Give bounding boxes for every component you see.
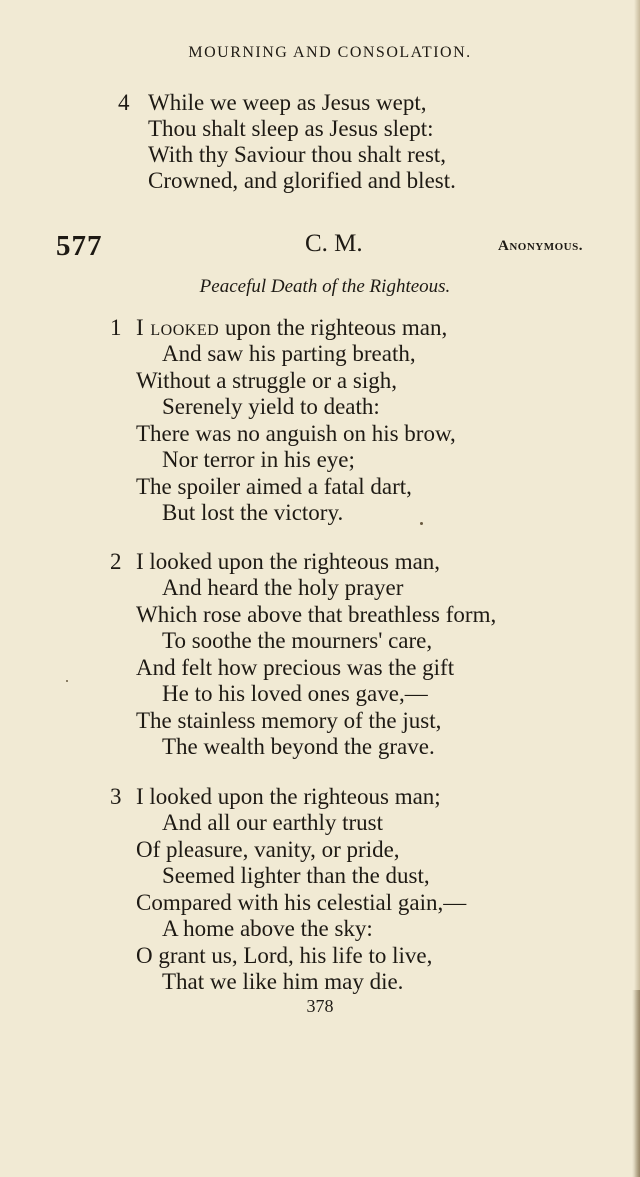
paper-speck xyxy=(420,522,423,525)
verse-line: O grant us, Lord, his life to live, xyxy=(136,943,433,968)
verse-line: While we weep as Jesus wept, xyxy=(148,90,427,115)
verse-line: Without a struggle or a sigh, xyxy=(136,368,397,393)
verse-line: Seemed lighter than the dust, xyxy=(162,863,430,888)
paper-speck xyxy=(66,680,68,682)
hymn-number: 577 xyxy=(56,230,103,262)
running-head: MOURNING AND CONSOLATION. xyxy=(188,44,472,61)
verse-line: He to his loved ones gave,— xyxy=(162,681,428,706)
verse-line: The wealth beyond the grave. xyxy=(162,734,435,759)
verse-line: Serenely yield to death: xyxy=(162,394,380,419)
stanza-number: 4 xyxy=(118,90,130,115)
page-number: 378 xyxy=(306,996,334,1016)
verse-line: And all our earthly trust xyxy=(162,810,384,835)
verse-line: There was no anguish on his brow, xyxy=(136,421,456,446)
hymn-title: Peaceful Death of the Righteous. xyxy=(199,276,451,297)
verse-line: Crowned, and glorified and blest. xyxy=(148,168,456,193)
verse-line: Nor terror in his eye; xyxy=(162,447,355,472)
stanza-number: 2 xyxy=(110,549,122,574)
verse-line: I looked upon the righteous man; xyxy=(136,784,441,809)
verse-line: The stainless memory of the just, xyxy=(136,708,442,733)
verse-line: And saw his parting breath, xyxy=(162,341,416,366)
verse-line: The spoiler aimed a fatal dart, xyxy=(136,474,412,499)
verse-line: That we like him may die. xyxy=(162,969,404,994)
verse-line: Which rose above that breathless form, xyxy=(136,602,497,627)
verse-line: A home above the sky: xyxy=(162,916,373,941)
first-words: I looked xyxy=(136,315,220,340)
stanza-number: 1 xyxy=(110,315,122,340)
stanza-number: 3 xyxy=(110,784,122,809)
verse-line: Thou shalt sleep as Jesus slept: xyxy=(148,116,434,141)
verse-line: Of pleasure, vanity, or pride, xyxy=(136,837,400,862)
verse-line-rest: upon the righteous man, xyxy=(219,315,448,340)
verse-line xyxy=(136,315,447,341)
verse-line: Compared with his celestial gain,— xyxy=(136,890,467,915)
page-edge-shadow-lower xyxy=(632,990,640,1177)
verse-line: And felt how precious was the gift xyxy=(136,655,455,680)
verse-line: To soothe the mourners' care, xyxy=(162,628,433,653)
hymn-author: Anonymous. xyxy=(498,238,583,254)
verse-line: With thy Saviour thou shalt rest, xyxy=(148,142,447,167)
verse-line: And heard the holy prayer xyxy=(162,575,404,600)
verse-line: But lost the victory. xyxy=(162,500,344,525)
hymn-meter: C. M. xyxy=(305,230,363,257)
verse-line: I looked upon the righteous man, xyxy=(136,549,441,574)
